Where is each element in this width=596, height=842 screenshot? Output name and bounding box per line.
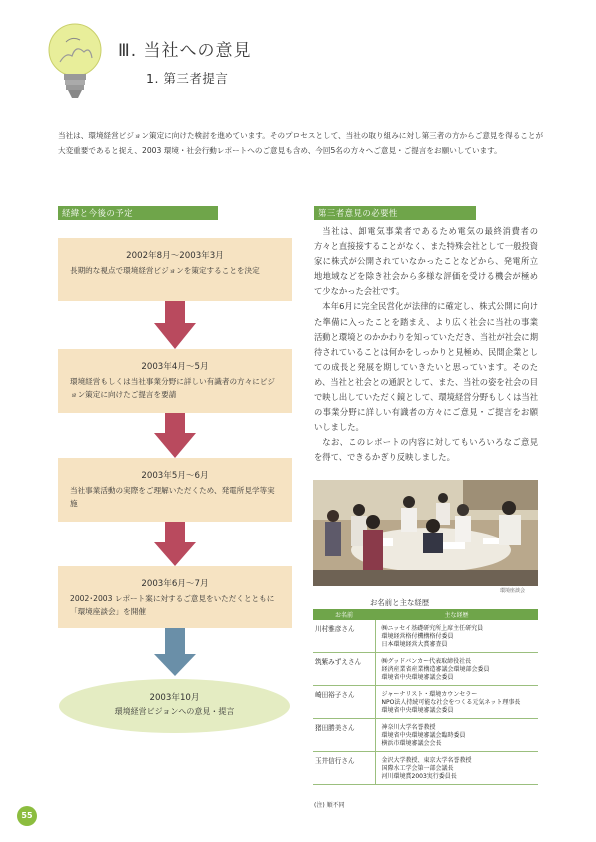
lightbulb-icon — [46, 22, 104, 100]
body-paragraph: 本年6月に完全民営化が法律的に確定し、株式公開に向けた準備に入ったことを踏まえ、より広く社会に当社の事業活動と環境とのかかわりを知っていただき、当社が社会に期待されていることは何かをしっかりと見極め、民間企業としての成長と発展を期していきたいと思っています。そのため、当社と社会との通訳として、また、当社の姿を社会の目で映し出していただく鏡として、環境経営分野もしくは当社の事業分野に詳しい有識者の方々にご意見・ご提言をお願いしました。 — [314, 301, 538, 433]
photo-caption: 環境座談会 — [500, 588, 526, 594]
necessity-body — [314, 224, 538, 466]
career-line: NPO法人持続可能な社会をつくる元気ネット理事長 — [381, 699, 521, 706]
career-line: 国際水工学会第一部会議長 — [381, 765, 454, 772]
member-career — [375, 719, 538, 752]
career-line: ジャーナリスト・環境カウンセラー — [381, 691, 478, 698]
career-line: 金沢大学教授、東京大学名誉教授 — [381, 757, 472, 764]
down-arrow-icon — [154, 628, 196, 676]
timeline-desc: 長期的な視点で環境経営ビジョンを策定することを決定 — [70, 266, 260, 275]
career-line: 河川環境賞2003実行委員長 — [381, 773, 457, 780]
page-number: 55 — [17, 806, 37, 826]
career-line: ㈱グッドバンカー代表取締役社長 — [381, 658, 472, 665]
section-title: Ⅲ. 当社への意見 — [118, 41, 252, 61]
member-name: 玉井信行さん — [313, 752, 375, 785]
timeline-desc: 環境経営もしくは当社事業分野に詳しい有識者の方々にビジョン策定に向けたご提言を要請 — [70, 377, 276, 399]
timeline-desc: 当社事業活動の実際をご理解いただくため、発電所見学等実施 — [70, 486, 275, 508]
member-career — [375, 686, 538, 719]
members-table-title: お名前と主な経歴 — [370, 598, 430, 607]
table-row — [313, 752, 538, 785]
column-header: お名前 — [313, 609, 375, 620]
final-date: 2003年10月 — [149, 693, 200, 703]
timeline-step-3 — [58, 458, 292, 522]
body-paragraph: なお、このレポートの内容に対してもいろいろなご意見を得て、できるかぎり反映しました。 — [314, 437, 538, 463]
career-line: 日本環境経営大賞審査員 — [381, 641, 448, 648]
career-line: 環境省中央環境審議会委員 — [381, 707, 454, 714]
timeline-step-2 — [58, 349, 292, 413]
table-row — [313, 653, 538, 686]
column-header: 主な経歴 — [375, 609, 538, 620]
meeting-photo — [313, 480, 538, 586]
sub-title: 1. 第三者提言 — [146, 71, 229, 86]
down-arrow-icon — [154, 522, 196, 570]
member-name: 筑紫みずえさん — [313, 653, 375, 686]
final-desc: 環境経営ビジョンへの意見・提言 — [114, 707, 235, 716]
member-career — [375, 752, 538, 785]
body-paragraph: 当社は、卸電気事業者であるため電気の最終消費者の方々と直接接することがなく、また特殊会社として一般投資家に株式が公開されていなかったことなどから、発電所立地地域などを除き社会から多様な評価を受ける機会が極めて少なかった会社です。 — [314, 226, 538, 297]
career-line: ㈱ニッセイ基礎研究所上席主任研究員 — [381, 625, 484, 632]
table-row — [313, 686, 538, 719]
timeline-desc: 2002･2003 レポート案に対するご意見をいただくとともに「環境座談会」を開催 — [70, 594, 275, 616]
intro-paragraph: 当社は、環境経営ビジョン策定に向けた検討を進めています。そのプロセスとして、当社の取り組みに対し第三者の方からご意見を得ることが大変重要であると捉え、2003 環境・社会行動レポートへのご意見も含め、今回5名の方々へご意見・ご提言をお願いしています。 — [58, 131, 544, 155]
member-career — [375, 653, 538, 686]
career-line: 経済産業省産業構造審議会環境部会委員 — [381, 666, 490, 673]
down-arrow-icon — [154, 413, 196, 461]
table-note: (注) 順不同 — [314, 802, 345, 809]
member-career — [375, 620, 538, 653]
timeline-step-1 — [58, 238, 292, 301]
career-line: 横浜市環境審議会会長 — [381, 740, 442, 747]
table-row — [313, 620, 538, 653]
members-table — [313, 609, 538, 785]
timeline-date: 2003年4月～5月 — [141, 362, 209, 372]
timeline-step-4 — [58, 566, 292, 628]
down-arrow-icon — [154, 301, 196, 349]
table-row — [313, 719, 538, 752]
career-line: 環境省中央環境審議会臨時委員 — [381, 732, 466, 739]
timeline-date: 2002年8月～2003年3月 — [126, 251, 224, 261]
timeline-date: 2003年6月～7月 — [141, 579, 209, 589]
timeline-date: 2003年5月～6月 — [141, 471, 209, 481]
member-name: 川村雅彦さん — [313, 620, 375, 653]
member-name: 崎田裕子さん — [313, 686, 375, 719]
member-name: 猪田勝美さん — [313, 719, 375, 752]
timeline-header: 経緯と今後の予定 — [58, 206, 218, 220]
career-line: 環境省中央環境審議会委員 — [381, 674, 454, 681]
career-line: 環境経営格付機構格付委員 — [381, 633, 454, 640]
career-line: 神奈川大学名誉教授 — [381, 724, 436, 731]
final-goal-oval — [59, 679, 290, 733]
necessity-header: 第三者意見の必要性 — [314, 206, 476, 220]
